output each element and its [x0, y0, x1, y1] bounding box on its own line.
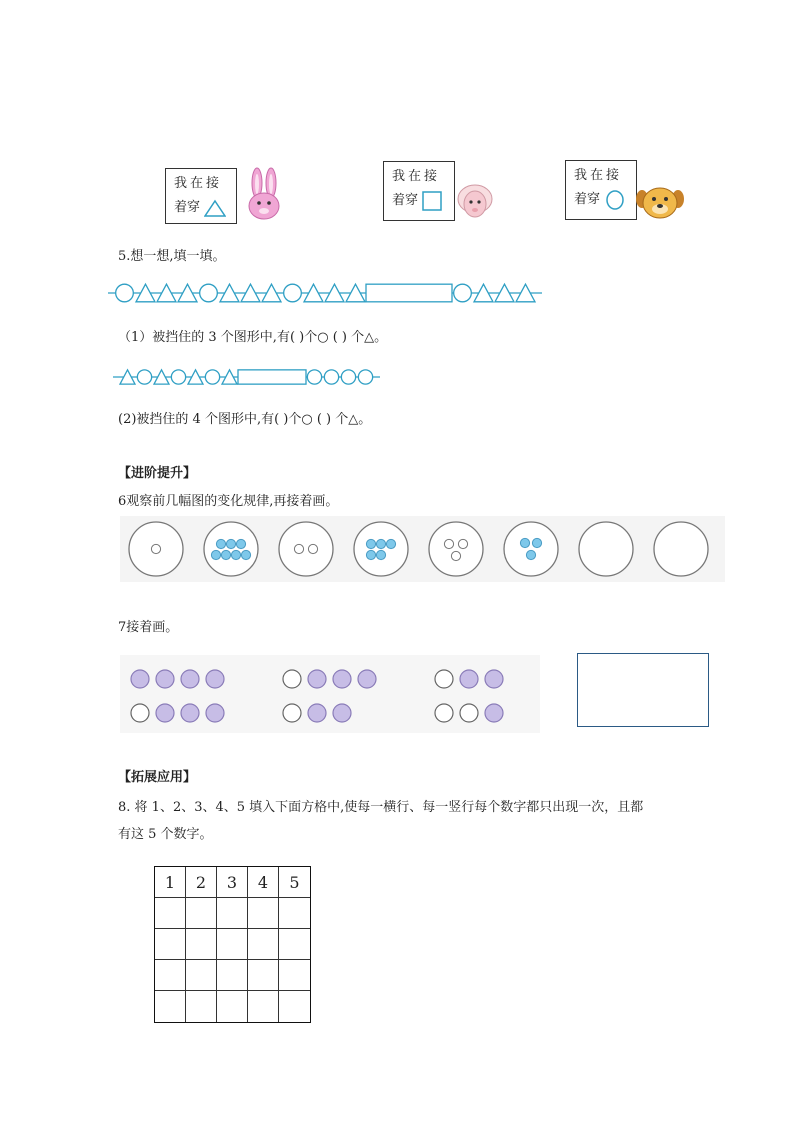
pattern-dot: [206, 670, 224, 688]
grid-cell: 3: [217, 867, 248, 898]
pattern-dot: [156, 704, 174, 722]
card-line2: 着穿: [174, 200, 201, 215]
pattern-dot: [283, 704, 301, 722]
grid-cell[interactable]: [217, 991, 248, 1022]
grid-cell[interactable]: [186, 960, 217, 991]
grid-cell[interactable]: [248, 960, 279, 991]
pattern-dot: [460, 704, 478, 722]
grid-cell[interactable]: [186, 898, 217, 929]
q8-line1: 8. 将 1、2、3、4、5 填入下面方格中,使每一横行、每一竖行每个数字都只出现一次，且都: [118, 800, 644, 815]
grid-cell: 4: [248, 867, 279, 898]
pattern-dot: [236, 539, 245, 548]
pattern-dot: [333, 704, 351, 722]
pattern-dot: [206, 704, 224, 722]
pattern-dot: [181, 704, 199, 722]
pattern-dot: [216, 539, 225, 548]
shape-sequence-1: [108, 280, 578, 306]
grid-cell[interactable]: [186, 991, 217, 1022]
card-line1: 我在接: [174, 176, 223, 191]
circle-shape: [205, 370, 219, 384]
q5-sub2: (2)被挡住的 4 个图形中,有( )个○ ( ) 个△。: [118, 412, 372, 427]
q5-sub1: （1）被挡住的 3 个图形中,有( )个○ ( ) 个△。: [118, 330, 388, 345]
pattern-dot: [485, 704, 503, 722]
q7-dot-groups: [120, 655, 540, 733]
pattern-dot: [520, 538, 529, 547]
pattern-dot: [366, 550, 375, 559]
pattern-circle: [579, 522, 633, 576]
pattern-dot: [221, 550, 230, 559]
pattern-dot: [435, 704, 453, 722]
shape-sequence-2: [113, 366, 383, 388]
grid-cell[interactable]: [217, 929, 248, 960]
sheep-icon: [456, 180, 494, 220]
pattern-dot: [451, 551, 460, 560]
cover-box: [366, 284, 452, 302]
section-advanced: 【进阶提升】: [118, 466, 197, 481]
q6-title: 6观察前几幅图的变化规律,再接着画。: [118, 494, 339, 509]
pattern-dot: [458, 539, 467, 548]
dog-icon: [636, 186, 684, 220]
pattern-dot: [231, 550, 240, 559]
card-line2: 着穿: [392, 193, 419, 208]
pattern-dot: [131, 704, 149, 722]
grid-cell[interactable]: [279, 991, 310, 1022]
pattern-dot: [532, 538, 541, 547]
grid-cell[interactable]: [248, 898, 279, 929]
grid-cell[interactable]: [279, 929, 310, 960]
grid-cell[interactable]: [217, 960, 248, 991]
pattern-dot: [435, 670, 453, 688]
grid-cell[interactable]: [155, 929, 186, 960]
pattern-dot: [241, 550, 250, 559]
pattern-dot: [226, 539, 235, 548]
circle-shape: [341, 370, 355, 384]
q5-title: 5.想一想,填一填。: [118, 249, 226, 264]
card-line1: 我在接: [392, 169, 441, 184]
pattern-circle: [504, 522, 558, 576]
section-extend: 【拓展应用】: [118, 770, 197, 785]
pattern-dot: [181, 670, 199, 688]
circle-shape: [171, 370, 185, 384]
grid-cell[interactable]: [155, 898, 186, 929]
card-triangle: [165, 168, 237, 224]
pattern-dot: [294, 544, 303, 553]
circle-shape: [307, 370, 321, 384]
pattern-dot: [308, 544, 317, 553]
pattern-dot: [485, 670, 503, 688]
circle-shape: [200, 284, 218, 302]
pattern-dot: [376, 539, 385, 548]
circle-shape: [137, 370, 151, 384]
pattern-dot: [211, 550, 220, 559]
pattern-circle: [429, 522, 483, 576]
card-line2: 着穿: [574, 192, 601, 207]
pattern-dot: [283, 670, 301, 688]
answer-box[interactable]: [577, 653, 709, 727]
pattern-circle: [654, 522, 708, 576]
grid-cell[interactable]: [186, 929, 217, 960]
pattern-dot: [156, 670, 174, 688]
pattern-dot: [308, 670, 326, 688]
grid-cell: 1: [155, 867, 186, 898]
grid-cell[interactable]: [248, 991, 279, 1022]
pattern-dot: [376, 550, 385, 559]
grid-cell[interactable]: [155, 991, 186, 1022]
pattern-dot: [460, 670, 478, 688]
pattern-dot: [366, 539, 375, 548]
pattern-dot: [444, 539, 453, 548]
circle-shape: [284, 284, 302, 302]
pattern-dot: [151, 544, 160, 553]
grid-cell[interactable]: [279, 960, 310, 991]
pattern-dot: [358, 670, 376, 688]
grid-cell[interactable]: [279, 898, 310, 929]
card-circle: [565, 160, 637, 220]
square-icon: [422, 191, 442, 211]
q6-circles: [120, 516, 725, 582]
circle-shape: [324, 370, 338, 384]
triangle-icon: [204, 199, 226, 217]
grid-cell: 2: [186, 867, 217, 898]
cover-box: [238, 370, 306, 384]
circle-shape: [454, 284, 472, 302]
pattern-dot: [333, 670, 351, 688]
q7-title: 7接着画。: [118, 620, 179, 635]
number-grid: [154, 866, 311, 1023]
pattern-dot: [386, 539, 395, 548]
grid-cell[interactable]: [248, 929, 279, 960]
pattern-dot: [526, 550, 535, 559]
circle-shape: [116, 284, 134, 302]
pattern-dot: [131, 670, 149, 688]
pattern-circle: [279, 522, 333, 576]
grid-cell[interactable]: [155, 960, 186, 991]
card-line1: 我在接: [574, 168, 623, 183]
circle-shape: [358, 370, 372, 384]
rabbit-icon: [244, 166, 284, 222]
q8-line2: 有这 5 个数字。: [118, 827, 213, 842]
circle-icon: [604, 190, 626, 210]
grid-cell[interactable]: [217, 898, 248, 929]
pattern-dot: [308, 704, 326, 722]
grid-cell: 5: [279, 867, 310, 898]
card-square: [383, 161, 455, 221]
